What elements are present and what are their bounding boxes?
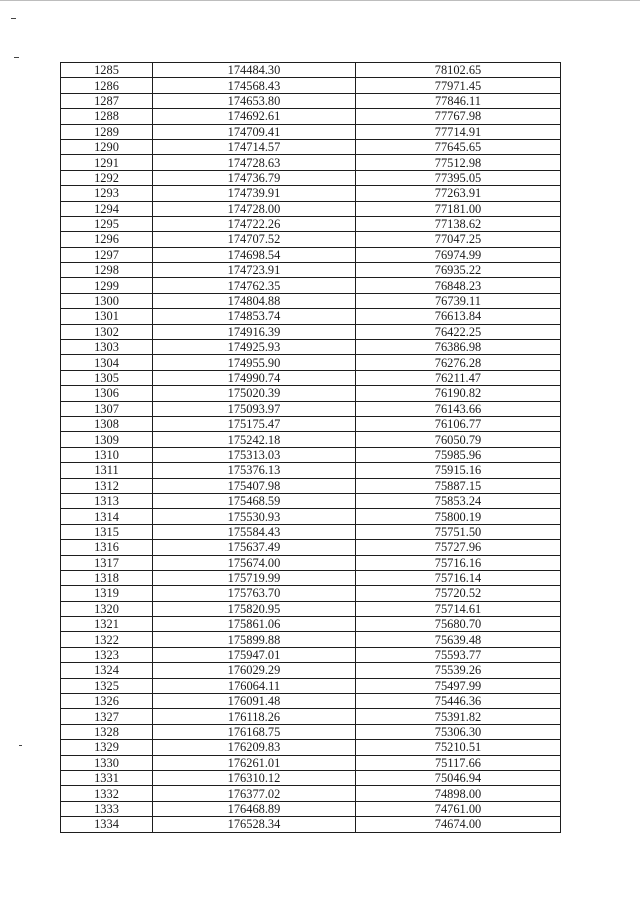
point-number-cell: 1307 xyxy=(61,401,153,416)
y-coordinate-cell: 76422.25 xyxy=(356,324,561,339)
point-number-cell: 1302 xyxy=(61,324,153,339)
y-coordinate-cell: 76848.23 xyxy=(356,278,561,293)
x-coordinate-cell: 176091.48 xyxy=(153,694,356,709)
table-row xyxy=(61,155,561,170)
point-number-cell: 1329 xyxy=(61,740,153,755)
y-coordinate-cell: 74674.00 xyxy=(356,817,561,832)
x-coordinate-cell: 174925.93 xyxy=(153,340,356,355)
table-row xyxy=(61,509,561,524)
point-number-cell: 1293 xyxy=(61,186,153,201)
x-coordinate-cell: 174723.91 xyxy=(153,263,356,278)
point-number-cell: 1286 xyxy=(61,78,153,93)
x-coordinate-cell: 175820.95 xyxy=(153,601,356,616)
y-coordinate-cell: 75727.96 xyxy=(356,540,561,555)
table-row xyxy=(61,786,561,801)
x-coordinate-cell: 174736.79 xyxy=(153,170,356,185)
point-number-cell: 1285 xyxy=(61,63,153,78)
x-coordinate-cell: 176118.26 xyxy=(153,709,356,724)
y-coordinate-cell: 77263.91 xyxy=(356,186,561,201)
table-row xyxy=(61,586,561,601)
table-row xyxy=(61,463,561,478)
point-number-cell: 1299 xyxy=(61,278,153,293)
point-number-cell: 1330 xyxy=(61,755,153,770)
x-coordinate-cell: 175719.99 xyxy=(153,570,356,585)
x-coordinate-cell: 174484.30 xyxy=(153,63,356,78)
y-coordinate-cell: 75306.30 xyxy=(356,724,561,739)
x-coordinate-cell: 176377.02 xyxy=(153,786,356,801)
x-coordinate-cell: 176528.34 xyxy=(153,817,356,832)
point-number-cell: 1292 xyxy=(61,170,153,185)
y-coordinate-cell: 76613.84 xyxy=(356,309,561,324)
point-number-cell: 1326 xyxy=(61,694,153,709)
point-number-cell: 1291 xyxy=(61,155,153,170)
table-row xyxy=(61,401,561,416)
y-coordinate-cell: 75985.96 xyxy=(356,447,561,462)
y-coordinate-cell: 75853.24 xyxy=(356,493,561,508)
y-coordinate-cell: 75210.51 xyxy=(356,740,561,755)
y-coordinate-cell: 76739.11 xyxy=(356,293,561,308)
y-coordinate-cell: 75915.16 xyxy=(356,463,561,478)
point-number-cell: 1294 xyxy=(61,201,153,216)
y-coordinate-cell: 76143.66 xyxy=(356,401,561,416)
y-coordinate-cell: 75720.52 xyxy=(356,586,561,601)
y-coordinate-cell: 75497.99 xyxy=(356,678,561,693)
y-coordinate-cell: 76190.82 xyxy=(356,386,561,401)
y-coordinate-cell: 76276.28 xyxy=(356,355,561,370)
point-number-cell: 1310 xyxy=(61,447,153,462)
x-coordinate-cell: 175407.98 xyxy=(153,478,356,493)
table-row xyxy=(61,801,561,816)
y-coordinate-cell: 75716.16 xyxy=(356,555,561,570)
table-row xyxy=(61,139,561,154)
table-row xyxy=(61,293,561,308)
point-number-cell: 1297 xyxy=(61,247,153,262)
x-coordinate-cell: 174722.26 xyxy=(153,216,356,231)
point-number-cell: 1288 xyxy=(61,109,153,124)
point-number-cell: 1301 xyxy=(61,309,153,324)
x-coordinate-cell: 174568.43 xyxy=(153,78,356,93)
point-number-cell: 1289 xyxy=(61,124,153,139)
y-coordinate-cell: 75716.14 xyxy=(356,570,561,585)
table-row xyxy=(61,124,561,139)
y-coordinate-cell: 77971.45 xyxy=(356,78,561,93)
x-coordinate-cell: 176029.29 xyxy=(153,663,356,678)
x-coordinate-cell: 176310.12 xyxy=(153,770,356,785)
table-row xyxy=(61,263,561,278)
y-coordinate-cell: 77846.11 xyxy=(356,93,561,108)
x-coordinate-cell: 176261.01 xyxy=(153,755,356,770)
table-row xyxy=(61,386,561,401)
x-coordinate-cell: 175313.03 xyxy=(153,447,356,462)
y-coordinate-cell: 76935.22 xyxy=(356,263,561,278)
y-coordinate-cell: 75446.36 xyxy=(356,694,561,709)
point-number-cell: 1324 xyxy=(61,663,153,678)
table-row xyxy=(61,647,561,662)
point-number-cell: 1309 xyxy=(61,432,153,447)
x-coordinate-cell: 176064.11 xyxy=(153,678,356,693)
x-coordinate-cell: 174739.91 xyxy=(153,186,356,201)
x-coordinate-cell: 175242.18 xyxy=(153,432,356,447)
point-number-cell: 1313 xyxy=(61,493,153,508)
x-coordinate-cell: 175468.59 xyxy=(153,493,356,508)
table-row xyxy=(61,755,561,770)
scan-page-edge xyxy=(0,0,640,1)
point-number-cell: 1312 xyxy=(61,478,153,493)
y-coordinate-cell: 77138.62 xyxy=(356,216,561,231)
x-coordinate-cell: 176209.83 xyxy=(153,740,356,755)
y-coordinate-cell: 75887.15 xyxy=(356,478,561,493)
point-number-cell: 1332 xyxy=(61,786,153,801)
y-coordinate-cell: 77714.91 xyxy=(356,124,561,139)
point-number-cell: 1325 xyxy=(61,678,153,693)
table-row xyxy=(61,309,561,324)
point-number-cell: 1327 xyxy=(61,709,153,724)
y-coordinate-cell: 76050.79 xyxy=(356,432,561,447)
x-coordinate-cell: 176168.75 xyxy=(153,724,356,739)
y-coordinate-cell: 77645.65 xyxy=(356,139,561,154)
point-number-cell: 1333 xyxy=(61,801,153,816)
y-coordinate-cell: 78102.65 xyxy=(356,63,561,78)
table-row xyxy=(61,432,561,447)
x-coordinate-cell: 175763.70 xyxy=(153,586,356,601)
table-row xyxy=(61,93,561,108)
y-coordinate-cell: 76974.99 xyxy=(356,247,561,262)
table-row xyxy=(61,770,561,785)
scan-artifact xyxy=(14,57,19,58)
x-coordinate-cell: 174853.74 xyxy=(153,309,356,324)
x-coordinate-cell: 174714.57 xyxy=(153,139,356,154)
table-row xyxy=(61,724,561,739)
table-row xyxy=(61,232,561,247)
table-row xyxy=(61,247,561,262)
point-number-cell: 1311 xyxy=(61,463,153,478)
y-coordinate-cell: 75391.82 xyxy=(356,709,561,724)
point-number-cell: 1304 xyxy=(61,355,153,370)
x-coordinate-cell: 174728.00 xyxy=(153,201,356,216)
x-coordinate-cell: 174653.80 xyxy=(153,93,356,108)
x-coordinate-cell: 174692.61 xyxy=(153,109,356,124)
x-coordinate-cell: 175093.97 xyxy=(153,401,356,416)
y-coordinate-cell: 75046.94 xyxy=(356,770,561,785)
x-coordinate-cell: 175947.01 xyxy=(153,647,356,662)
table-row xyxy=(61,694,561,709)
y-coordinate-cell: 75714.61 xyxy=(356,601,561,616)
point-number-cell: 1334 xyxy=(61,817,153,832)
table-row xyxy=(61,555,561,570)
table-row xyxy=(61,278,561,293)
table-row xyxy=(61,617,561,632)
table-row xyxy=(61,709,561,724)
x-coordinate-cell: 176468.89 xyxy=(153,801,356,816)
table-row xyxy=(61,78,561,93)
x-coordinate-cell: 175584.43 xyxy=(153,524,356,539)
point-number-cell: 1331 xyxy=(61,770,153,785)
x-coordinate-cell: 175175.47 xyxy=(153,416,356,431)
table-row xyxy=(61,817,561,832)
table-row xyxy=(61,170,561,185)
y-coordinate-cell: 75751.50 xyxy=(356,524,561,539)
point-number-cell: 1305 xyxy=(61,370,153,385)
point-number-cell: 1319 xyxy=(61,586,153,601)
y-coordinate-cell: 77395.05 xyxy=(356,170,561,185)
table-row xyxy=(61,109,561,124)
x-coordinate-cell: 174709.41 xyxy=(153,124,356,139)
table-row xyxy=(61,570,561,585)
point-number-cell: 1322 xyxy=(61,632,153,647)
x-coordinate-cell: 175530.93 xyxy=(153,509,356,524)
y-coordinate-cell: 75680.70 xyxy=(356,617,561,632)
x-coordinate-cell: 174955.90 xyxy=(153,355,356,370)
table-row xyxy=(61,493,561,508)
table-row xyxy=(61,632,561,647)
coordinate-table xyxy=(60,62,561,833)
point-number-cell: 1323 xyxy=(61,647,153,662)
x-coordinate-cell: 175637.49 xyxy=(153,540,356,555)
y-coordinate-cell: 75593.77 xyxy=(356,647,561,662)
point-number-cell: 1314 xyxy=(61,509,153,524)
x-coordinate-cell: 174916.39 xyxy=(153,324,356,339)
point-number-cell: 1296 xyxy=(61,232,153,247)
table-row xyxy=(61,370,561,385)
table-row xyxy=(61,355,561,370)
table-row xyxy=(61,601,561,616)
y-coordinate-cell: 76386.98 xyxy=(356,340,561,355)
scan-artifact xyxy=(19,745,22,746)
point-number-cell: 1318 xyxy=(61,570,153,585)
table-row xyxy=(61,447,561,462)
x-coordinate-cell: 174698.54 xyxy=(153,247,356,262)
y-coordinate-cell: 77181.00 xyxy=(356,201,561,216)
table-row xyxy=(61,740,561,755)
point-number-cell: 1321 xyxy=(61,617,153,632)
x-coordinate-cell: 175020.39 xyxy=(153,386,356,401)
y-coordinate-cell: 74898.00 xyxy=(356,786,561,801)
point-number-cell: 1287 xyxy=(61,93,153,108)
x-coordinate-cell: 174804.88 xyxy=(153,293,356,308)
point-number-cell: 1298 xyxy=(61,263,153,278)
point-number-cell: 1308 xyxy=(61,416,153,431)
point-number-cell: 1303 xyxy=(61,340,153,355)
x-coordinate-cell: 175861.06 xyxy=(153,617,356,632)
x-coordinate-cell: 174762.35 xyxy=(153,278,356,293)
table-row xyxy=(61,678,561,693)
point-number-cell: 1290 xyxy=(61,139,153,154)
table-row xyxy=(61,186,561,201)
y-coordinate-cell: 76106.77 xyxy=(356,416,561,431)
y-coordinate-cell: 75639.48 xyxy=(356,632,561,647)
x-coordinate-cell: 174707.52 xyxy=(153,232,356,247)
y-coordinate-cell: 76211.47 xyxy=(356,370,561,385)
x-coordinate-cell: 175899.88 xyxy=(153,632,356,647)
table-row xyxy=(61,201,561,216)
y-coordinate-cell: 77767.98 xyxy=(356,109,561,124)
scan-artifact xyxy=(11,18,16,19)
point-number-cell: 1316 xyxy=(61,540,153,555)
table-row xyxy=(61,540,561,555)
table-row xyxy=(61,63,561,78)
x-coordinate-cell: 175376.13 xyxy=(153,463,356,478)
point-number-cell: 1315 xyxy=(61,524,153,539)
table-row xyxy=(61,524,561,539)
y-coordinate-cell: 75800.19 xyxy=(356,509,561,524)
point-number-cell: 1306 xyxy=(61,386,153,401)
point-number-cell: 1317 xyxy=(61,555,153,570)
point-number-cell: 1328 xyxy=(61,724,153,739)
table-row xyxy=(61,478,561,493)
y-coordinate-cell: 75117.66 xyxy=(356,755,561,770)
table-row xyxy=(61,663,561,678)
y-coordinate-cell: 77512.98 xyxy=(356,155,561,170)
coordinate-table-body xyxy=(61,63,561,833)
table-row xyxy=(61,324,561,339)
x-coordinate-cell: 174728.63 xyxy=(153,155,356,170)
point-number-cell: 1300 xyxy=(61,293,153,308)
table-row xyxy=(61,416,561,431)
y-coordinate-cell: 74761.00 xyxy=(356,801,561,816)
point-number-cell: 1295 xyxy=(61,216,153,231)
x-coordinate-cell: 174990.74 xyxy=(153,370,356,385)
point-number-cell: 1320 xyxy=(61,601,153,616)
table-row xyxy=(61,216,561,231)
y-coordinate-cell: 75539.26 xyxy=(356,663,561,678)
x-coordinate-cell: 175674.00 xyxy=(153,555,356,570)
table-row xyxy=(61,340,561,355)
y-coordinate-cell: 77047.25 xyxy=(356,232,561,247)
